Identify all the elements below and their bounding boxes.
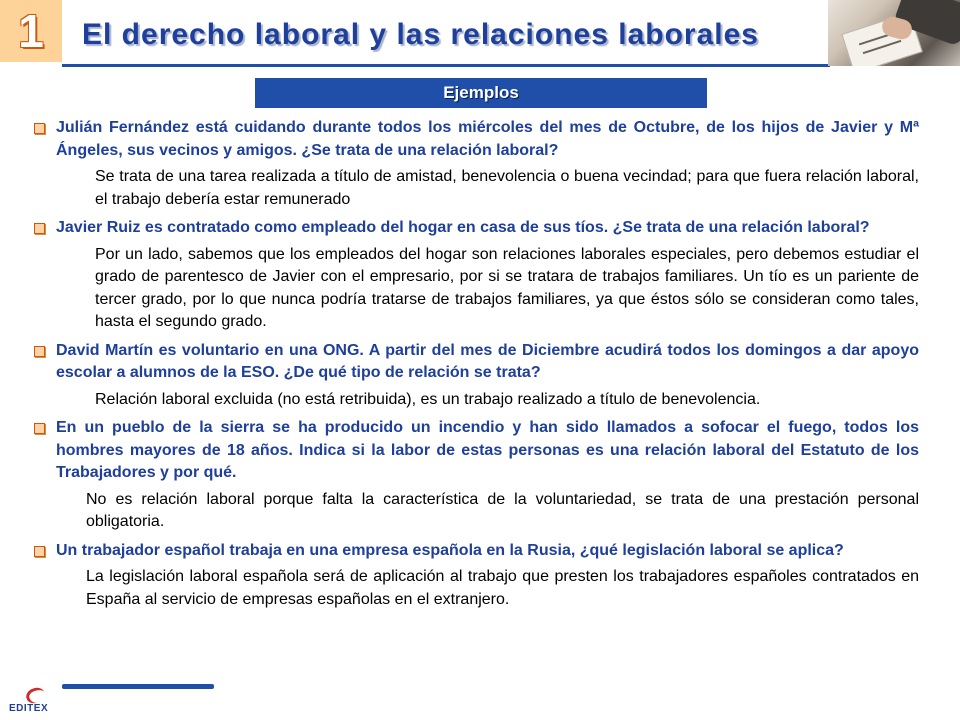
example-question: Javier Ruiz es contratado como empleado del hogar en casa de sus tíos. ¿Se trata de una relación laboral? [56, 219, 870, 236]
example-item [34, 340, 919, 412]
example-item [34, 217, 919, 334]
square-bullet-icon [34, 423, 45, 434]
example-question: Julián Fernández está cuidando durante todos los miércoles del mes de Octubre, de los hijos de Javier y Mª Ángeles, sus vecinos y amigos. ¿Se trata de una relación laboral? [56, 119, 919, 159]
section-label: Ejemplos [443, 83, 519, 102]
example-answer: Se trata de una tarea realizada a título de amistad, benevolencia o buena vecindad; para que fuera relación laboral, el trabajo debería estar remunerado [95, 168, 919, 208]
square-bullet-icon [34, 223, 45, 234]
example-answer: La legislación laboral española será de aplicación al trabajo que presten los trabajadores españoles contratados en España al servicio de empresas españolas en el extranjero. [86, 568, 919, 608]
example-item [34, 417, 919, 534]
example-item [34, 540, 919, 612]
editex-logo-text: EDITEX [9, 703, 49, 714]
example-answer: Relación laboral excluida (no está retribuida), es un trabajo realizado a título de benevolencia. [95, 390, 761, 408]
page-title: El derecho laboral y las relaciones laborales [82, 18, 759, 51]
example-question: En un pueblo de la sierra se ha producido un incendio y han sido llamados a sofocar el fuego, todos los hombres mayores de 18 años. Indica si la labor de estas personas es una relación laboral del Estatuto de los Trabajadores y por qué. [56, 419, 919, 481]
header-divider [62, 64, 830, 67]
example-question: David Martín es voluntario en una ONG. A partir del mes de Diciembre acudirá todos los domingos a dar apoyo escolar a alumnos de la ESO. ¿De qué tipo de relación se trata? [56, 341, 919, 381]
square-bullet-icon [34, 546, 45, 557]
footer-divider [62, 684, 214, 689]
example-answer: Por un lado, sabemos que los empleados del hogar son relaciones laborales especiales, pero debemos estudiar el grado de parentesco de Javier con el empresario, por si se tratara de trabajos familiares. Un tío es un pariente de tercer grado, por lo que nunca podría tratarse de trabajos familiares, ya que éstos sólo se consideran como tales, hasta el segundo grado. [95, 245, 919, 330]
chapter-number-box [0, 0, 62, 62]
square-bullet-icon [34, 123, 45, 134]
chapter-number: 1 [18, 5, 44, 57]
example-answer: No es relación laboral porque falta la característica de la voluntariedad, se trata de una prestación personal obligatoria. [86, 490, 919, 530]
example-question: Un trabajador español trabaja en una empresa española en la Rusia, ¿qué legislación laboral se aplica? [56, 541, 844, 559]
section-banner [255, 78, 707, 108]
header-photo-image [828, 0, 960, 66]
square-bullet-icon [34, 346, 45, 357]
examples-list [34, 117, 919, 617]
example-item [34, 117, 919, 211]
